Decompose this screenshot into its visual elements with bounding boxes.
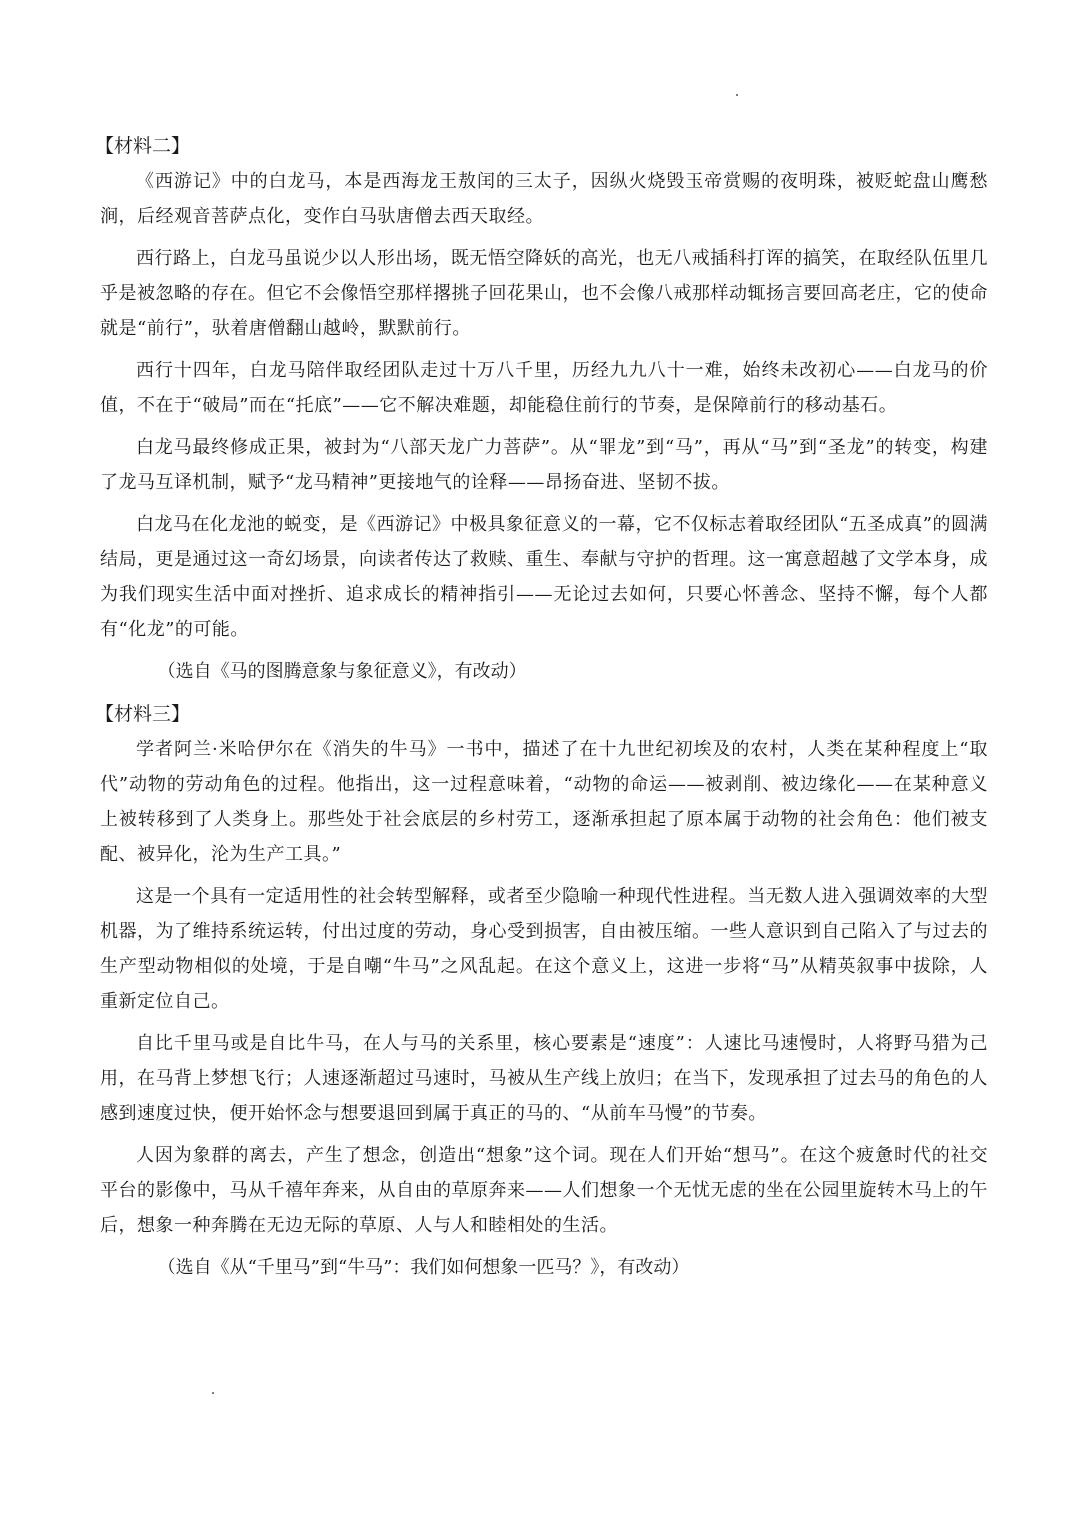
document-body	[95, 128, 988, 1292]
paragraph: 西行路上，白龙马虽说少以人形出场，既无悟空降妖的高光，也无八戒插科打诨的搞笑，在取经队伍里几乎是被忽略的存在。但它不会像悟空那样撂挑子回花果山，也不会像八戒那样动辄扬言要回高老庄，它的使命就是“前行”，驮着唐僧翻山越岭，默默前行。	[100, 248, 988, 339]
source-citation: （选自《马的图腾意象与象征意义》，有改动）	[157, 661, 527, 682]
section-heading: 【材料三】	[95, 703, 191, 725]
paragraph: 学者阿兰·米哈伊尔在《消失的牛马》一书中，描述了在十九世纪初埃及的农村，人类在某种程度上“取代”动物的劳动角色的过程。他指出，这一过程意味着，“动物的命运——被剥削、被边缘化——在某种意义上被转移到了人类身上。那些处于社会底层的乡村劳工，逐渐承担起了原本属于动物的社会角色：他们被支配、被异化，沦为生产工具。”	[100, 739, 988, 865]
scan-speck	[212, 1392, 214, 1394]
paragraph: 人因为象群的离去，产生了想念，创造出“想象”这个词。现在人们开始“想马”。在这个疲惫时代的社交平台的影像中，马从千禧年奔来，从自由的草原奔来——人们想象一个无忧无虑的坐在公园里旋转木马上的午后，想象一种奔腾在无边无际的草原、人与人和睦相处的生活。	[100, 1145, 988, 1236]
paragraph: 白龙马在化龙池的蜕变，是《西游记》中极具象征意义的一幕，它不仅标志着取经团队“五圣成真”的圆满结局，更是通过这一奇幻场景，向读者传达了救赎、重生、奉献与守护的哲理。这一寓意超越了文学本身，成为我们现实生活中面对挫折、追求成长的精神指引——无论过去如何，只要心怀善念、坚持不懈，每个人都有“化龙”的可能。	[100, 514, 988, 640]
paragraph: 这是一个具有一定适用性的社会转型解释，或者至少隐喻一种现代性进程。当无数人进入强调效率的大型机器，为了维持系统运转，付出过度的劳动，身心受到损害，自由被压缩。一些人意识到自己陷入了与过去的生产型动物相似的处境，于是自嘲“牛马”之风乱起。在这个意义上，这进一步将“马”从精英叙事中拔除，人重新定位自己。	[100, 886, 988, 1012]
material-three-section	[95, 696, 988, 1285]
material-two-section	[95, 128, 988, 689]
source-citation: （选自《从“千里马”到“牛马”：我们如何想象一匹马？》，有改动）	[157, 1257, 690, 1278]
section-heading: 【材料二】	[95, 135, 191, 157]
paragraph: 白龙马最终修成正果，被封为“八部天龙广力菩萨”。从“罪龙”到“马”，再从“马”到“圣龙”的转变，构建了龙马互译机制，赋予“龙马精神”更接地气的诠释——昂扬奋进、坚韧不拔。	[100, 437, 988, 493]
paragraph: 西行十四年，白龙马陪伴取经团队走过十万八千里，历经九九八十一难，始终未改初心——白龙马的价值，不在于“破局”而在“托底”——它不解决难题，却能稳住前行的节奏，是保障前行的移动基石。	[100, 360, 988, 416]
paragraph: 自比千里马或是自比牛马，在人与马的关系里，核心要素是“速度”：人速比马速慢时，人将野马猎为己用，在马背上梦想飞行；人速逐渐超过马速时，马被从生产线上放归；在当下，发现承担了过去马的角色的人感到速度过快，便开始怀念与想要退回到属于真正的马的、“从前车马慢”的节奏。	[100, 1033, 988, 1124]
scan-speck	[736, 94, 738, 96]
paragraph: 《西游记》中的白龙马，本是西海龙王敖闰的三太子，因纵火烧毁玉帝赏赐的夜明珠，被贬蛇盘山鹰愁涧，后经观音菩萨点化，变作白马驮唐僧去西天取经。	[100, 171, 988, 227]
